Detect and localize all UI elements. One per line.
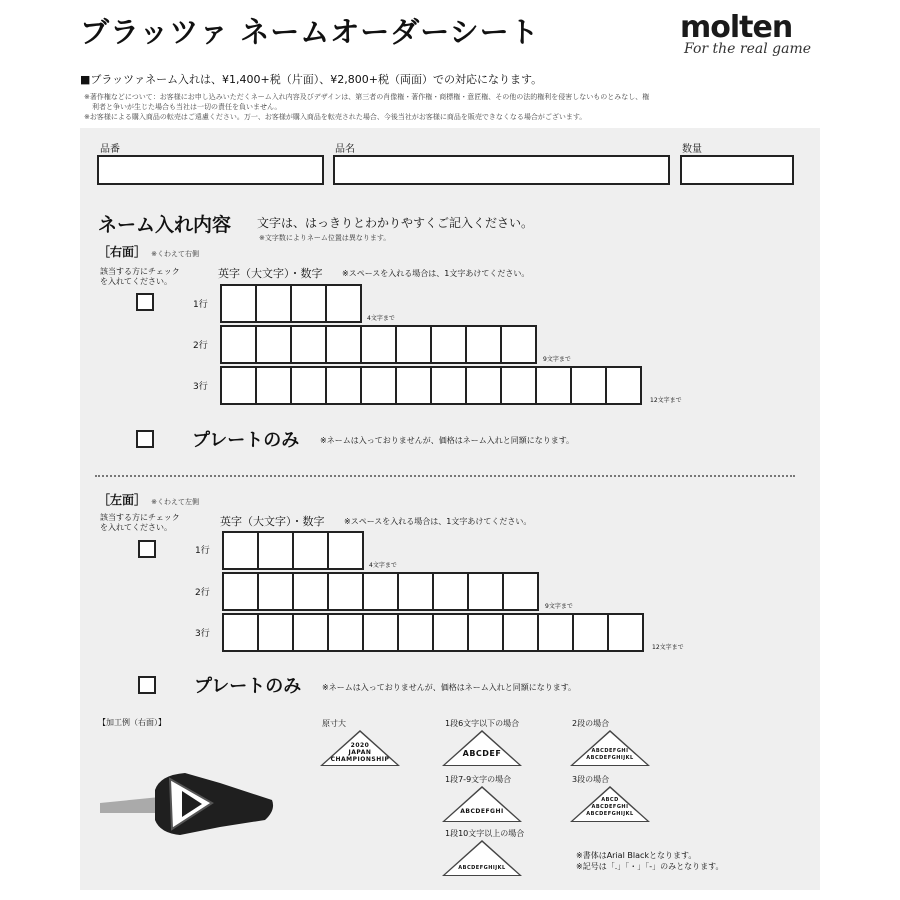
char-cell[interactable] [397, 327, 432, 362]
char-cell[interactable] [294, 533, 329, 568]
char-cell[interactable] [504, 574, 539, 609]
left-row3-label: 3行 [195, 629, 210, 639]
char-cell[interactable] [364, 574, 399, 609]
left-row3-limit: 12文字まで [652, 644, 684, 651]
resale-note: ※お客様による購入商品の転売はご遠慮ください。万一、お客様が購入商品を転売された場合、今後当社がお客様に商品を販売できなくなる場合がございます。 [84, 113, 587, 121]
two-line-label: 2段の場合 [572, 719, 610, 728]
plate-text-line: CHAMPIONSHIP [330, 756, 390, 763]
plate-text-line: ABCD [601, 797, 619, 803]
product-number-field[interactable] [97, 155, 324, 185]
right-space-note: ※スペースを入れる場合は、1文字あけてください。 [342, 269, 530, 278]
plate-text-line: ABCDEFGHIJKL [586, 755, 634, 761]
font-note: ※書体はArial Blackとなります。 [576, 851, 697, 860]
char-cell[interactable] [502, 327, 537, 362]
right-side-header [98, 241, 199, 260]
char-cell[interactable] [399, 615, 434, 650]
char-cell[interactable] [432, 368, 467, 403]
left-space-note: ※スペースを入れる場合は、1文字あけてください。 [344, 517, 532, 526]
right-row3-label: 3行 [193, 382, 208, 392]
char-cell[interactable] [292, 327, 327, 362]
molten-logo [680, 10, 820, 57]
left-side-sub: ※くわえて左側 [151, 498, 199, 506]
char-cell[interactable] [294, 574, 329, 609]
page-title: ブラッツァ ネームオーダーシート [80, 15, 540, 49]
char-cell[interactable] [327, 327, 362, 362]
right-plate-only-checkbox[interactable] [136, 430, 154, 448]
product-name-label: 品名 [335, 144, 355, 155]
plate-text-line: ABCDEFGHI [460, 808, 504, 815]
right-plate-only-label: プレートのみ [192, 430, 300, 451]
char-cell[interactable] [504, 615, 539, 650]
one-line-6-plate [442, 730, 522, 766]
char-cell[interactable] [362, 327, 397, 362]
right-row2-grid [220, 325, 537, 364]
char-cell[interactable] [539, 615, 574, 650]
char-cell[interactable] [364, 615, 399, 650]
right-side-label: ［右面］ [98, 245, 147, 259]
char-cell[interactable] [292, 368, 327, 403]
name-section-title: ネーム入れ内容 [98, 214, 232, 236]
two-line-plate [570, 730, 650, 766]
plate-text-line: ABCDEFGHI [591, 804, 629, 810]
three-line-label: 3段の場合 [572, 775, 610, 784]
char-cell[interactable] [329, 533, 364, 568]
char-cell[interactable] [434, 615, 469, 650]
char-cell[interactable] [572, 368, 607, 403]
char-cell[interactable] [259, 615, 294, 650]
left-check-hint-1: 該当する方にチェック [100, 513, 180, 522]
one-line-6-label: 1段6文字以下の場合 [445, 719, 520, 728]
char-cell[interactable] [574, 615, 609, 650]
char-cell[interactable] [399, 574, 434, 609]
plate-text-line: ABCDEFGHIJKL [586, 811, 634, 817]
char-cell[interactable] [327, 368, 362, 403]
symbol-note: ※記号は「.」「・」「-」のみとなります。 [576, 862, 724, 871]
left-row3-grid [222, 613, 644, 652]
char-cell[interactable] [224, 574, 259, 609]
whistle-plate-illustration [100, 765, 280, 845]
char-cell[interactable] [467, 327, 502, 362]
right-row1-limit: 4文字まで [367, 315, 395, 322]
price-info: ■ブラッツァネーム入れは、¥1,400+税（片面）、¥2,800+税（両面）での対応になります。 [80, 73, 543, 86]
left-row2-grid [222, 572, 539, 611]
left-row1-label: 1行 [195, 546, 210, 556]
one-line-79-label: 1段7-9文字の場合 [445, 775, 512, 784]
left-side-label: ［左面］ [98, 493, 147, 507]
plate-text-line: ABCDEF [462, 749, 502, 758]
logo-wordmark: molten [680, 10, 793, 45]
left-plate-only-label: プレートのみ [194, 676, 302, 697]
char-cell[interactable] [257, 368, 292, 403]
left-side-checkbox[interactable] [138, 540, 156, 558]
char-cell[interactable] [259, 574, 294, 609]
right-charset-label: 英字（大文字）・数字 [218, 267, 323, 280]
char-cell[interactable] [467, 368, 502, 403]
right-row2-label: 2行 [193, 341, 208, 351]
right-check-hint-2: を入れてください。 [100, 277, 172, 286]
left-plate-note: ※ネームは入っておりませんが、価格はネーム入れと同額になります。 [322, 683, 577, 692]
left-row2-label: 2行 [195, 588, 210, 598]
char-cell[interactable] [259, 533, 294, 568]
one-line-10-plate [442, 840, 522, 876]
left-plate-only-checkbox[interactable] [138, 676, 156, 694]
one-line-10-label: 1段10文字以上の場合 [445, 829, 525, 838]
char-cell[interactable] [257, 286, 292, 321]
char-cell[interactable] [469, 615, 504, 650]
char-cell[interactable] [257, 327, 292, 362]
name-position-note: ※文字数によりネーム位置は異なります。 [259, 234, 391, 242]
one-line-79-plate [442, 786, 522, 822]
plate-text-line: ABCDEFGHI [591, 748, 629, 754]
char-cell[interactable] [329, 574, 364, 609]
char-cell[interactable] [294, 615, 329, 650]
examples-heading: 【加工例（右面）】 [98, 718, 166, 727]
left-check-hint-2: を入れてください。 [100, 523, 172, 532]
char-cell[interactable] [224, 533, 259, 568]
name-section-instruction: 文字は、はっきりとわかりやすくご記入ください。 [257, 216, 534, 230]
left-charset-label: 英字（大文字）・数字 [220, 515, 325, 528]
char-cell[interactable] [222, 368, 257, 403]
char-cell[interactable] [362, 368, 397, 403]
char-cell[interactable] [222, 286, 257, 321]
copyright-note-line-2: 利者と争いが生じた場合も当社は一切の責任を負いません。 [92, 103, 282, 111]
char-cell[interactable] [609, 615, 644, 650]
plate-inner [445, 788, 519, 821]
char-cell[interactable] [502, 368, 537, 403]
left-row2-limit: 9文字まで [545, 603, 573, 610]
char-cell[interactable] [397, 368, 432, 403]
char-cell[interactable] [432, 327, 467, 362]
right-row3-grid [220, 366, 642, 405]
char-cell[interactable] [434, 574, 469, 609]
right-plate-note: ※ネームは入っておりませんが、価格はネーム入れと同額になります。 [320, 436, 575, 445]
plate-text-line: JAPAN [348, 749, 372, 756]
product-number-label: 品番 [100, 144, 120, 155]
copyright-note-line-1: ※著作権などについて：お客様にお申し込みいただくネーム入れ内容及びデザインは、第三者の肖像権・著作権・商標権・意匠権、その他の法的権利を侵害しないものとみなし、権 [84, 93, 650, 101]
char-cell[interactable] [469, 574, 504, 609]
right-row3-limit: 12文字まで [650, 397, 682, 404]
right-check-hint-1: 該当する方にチェック [100, 267, 180, 276]
actual-size-label: 原寸大 [322, 719, 346, 728]
quantity-label: 数量 [682, 144, 702, 155]
right-row1-label: 1行 [193, 300, 208, 310]
plate-text-line: ABCDEFGHIJKL [458, 865, 506, 871]
logo-tagline: For the real game [684, 41, 812, 57]
three-line-plate [570, 786, 650, 822]
quantity-field[interactable] [680, 155, 794, 185]
char-cell[interactable] [224, 615, 259, 650]
char-cell[interactable] [537, 368, 572, 403]
left-row1-limit: 4文字まで [369, 562, 397, 569]
char-cell[interactable] [327, 286, 362, 321]
right-row2-limit: 9文字まで [543, 356, 571, 363]
right-row1-grid [220, 284, 362, 323]
plate-text-line: 2020 [350, 742, 370, 749]
char-cell[interactable] [292, 286, 327, 321]
left-side-header [98, 489, 199, 508]
char-cell[interactable] [222, 327, 257, 362]
char-cell[interactable] [607, 368, 642, 403]
product-name-field[interactable] [333, 155, 670, 185]
left-row1-grid [222, 531, 364, 570]
actual-size-plate [320, 730, 400, 766]
right-side-sub: ※くわえて右側 [151, 250, 199, 258]
char-cell[interactable] [329, 615, 364, 650]
right-side-checkbox[interactable] [136, 293, 154, 311]
section-divider [95, 475, 795, 477]
